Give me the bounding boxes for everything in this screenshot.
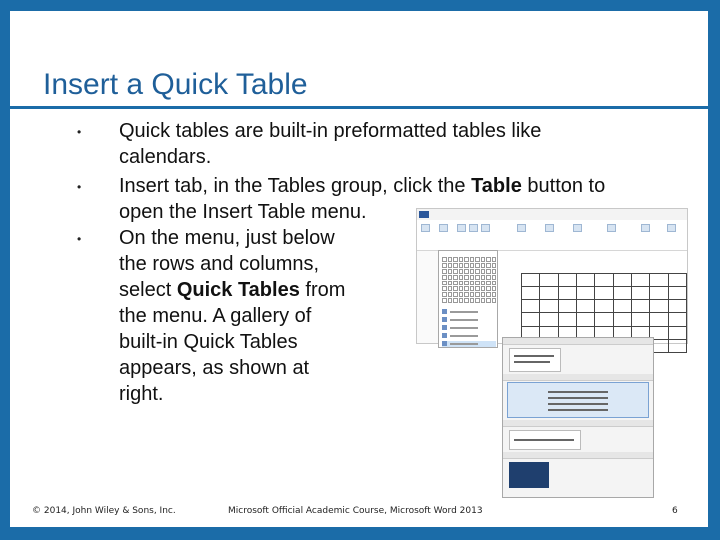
calendar-thumbnail-image (509, 348, 561, 372)
ribbon-button-icon (607, 224, 616, 232)
ribbon-button-icon (545, 224, 554, 232)
bullet-1-line-1: Quick tables are built-in preformatted tables like (119, 120, 542, 142)
bullet-dot: • (77, 125, 82, 139)
bullet-dot: • (77, 232, 82, 246)
document-area-image (497, 251, 687, 343)
ribbon-button-icon (481, 224, 490, 232)
page-number: 6 (672, 506, 678, 516)
footer-course: Microsoft Official Academic Course, Microsoft Word 2013 (228, 506, 483, 516)
bullet-3-line-2: the rows and columns, (119, 253, 320, 275)
title-rule (10, 106, 708, 109)
bullet-1-line-2: calendars. (119, 146, 212, 168)
slide-title: Insert a Quick Table (43, 68, 308, 101)
gallery-heading-image (503, 420, 653, 427)
bullet-3-line-6: appears, as shown at (119, 357, 310, 379)
gallery-heading-image (503, 374, 653, 381)
ribbon-button-icon (421, 224, 430, 232)
bullet-3-line-4: the menu. A gallery of (119, 305, 312, 327)
bullet-3-text-b: from (299, 279, 346, 301)
ribbon-button-icon (573, 224, 582, 232)
bullet-2-bold: Table (471, 175, 522, 197)
bullet-3-line-5: built-in Quick Tables (119, 331, 298, 353)
bullet-dot: • (77, 180, 82, 194)
bullet-3-bold: Quick Tables (176, 279, 300, 301)
bullet-2-line-2: open the Insert Table menu. (119, 201, 367, 223)
menu-item-image (442, 333, 496, 339)
bullet-3-line-3 (119, 277, 345, 303)
ribbon-button-icon (469, 224, 478, 232)
word-insert-table-screenshot (398, 208, 688, 498)
ribbon-button-icon (641, 224, 650, 232)
bullet-2-text-b: button to (521, 175, 606, 197)
ribbon-button-icon (667, 224, 676, 232)
ribbon-image (417, 220, 687, 251)
bullet-3-line-7: right. (119, 383, 164, 405)
calendar-thumbnail-image (509, 430, 581, 450)
gallery-heading-image (503, 452, 653, 459)
selected-calendar-thumbnail-image (507, 382, 649, 418)
quick-tables-gallery-image (502, 337, 654, 498)
table-grid-picker-image (442, 257, 496, 303)
menu-item-image (442, 317, 496, 323)
slide (10, 11, 708, 527)
footer-copyright: © 2014, John Wiley & Sons, Inc. (32, 506, 176, 516)
table-button-icon (439, 224, 448, 232)
menu-item-image (442, 309, 496, 315)
bullet-2-line-1 (119, 173, 605, 199)
gallery-heading-image (503, 338, 653, 345)
bullet-3-line-1: On the menu, just below (119, 227, 335, 249)
bullet-3-text-a: select (119, 279, 177, 301)
file-tab-image (419, 211, 429, 218)
dark-calendar-thumbnail-image (509, 462, 549, 488)
bullet-2-text-a: Insert tab, in the Tables group, click the (119, 175, 472, 197)
insert-table-menu-image (438, 250, 498, 348)
menu-item-image (442, 325, 496, 331)
quick-tables-menu-item-image (442, 341, 496, 347)
ribbon-button-icon (457, 224, 466, 232)
ribbon-button-icon (517, 224, 526, 232)
